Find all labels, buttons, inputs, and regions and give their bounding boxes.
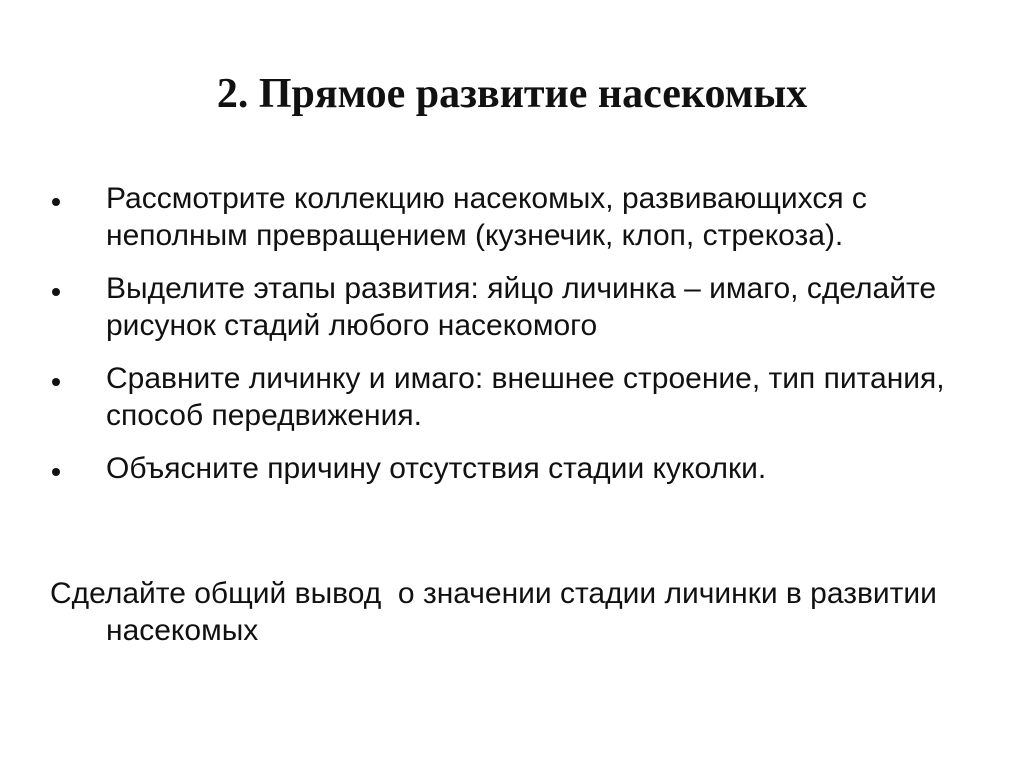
slide-title: 2. Прямое развитие насекомых [216,71,808,117]
bullet-dot-icon [52,198,60,206]
bullet-text: Выделите этапы развития: яйцо личинка – имаго, сделайте рисунок стадий любого насекомого [106,272,937,342]
bullet-text: Сравните личинку и имаго: внешнее строение, тип питания, способ передвижения. [106,362,945,432]
bullet-item [50,450,980,487]
bullet-item [50,360,980,434]
bullet-dot-icon [52,468,60,476]
bullet-dot-icon [52,288,60,296]
bullet-dot-icon [52,378,60,386]
bullet-text: Рассмотрите коллекцию насекомых, развивающихся с неполным превращением (кузнечик, клоп, стрекоза). [106,182,867,252]
bullet-text: Объясните причину отсутствия стадии куколки. [106,452,767,485]
bullet-item [50,180,980,254]
conclusion-text: Сделайте общий вывод о значении стадии личинки в развитии насекомых [50,577,946,647]
bullet-item [50,270,980,344]
bullet-list [50,180,980,503]
